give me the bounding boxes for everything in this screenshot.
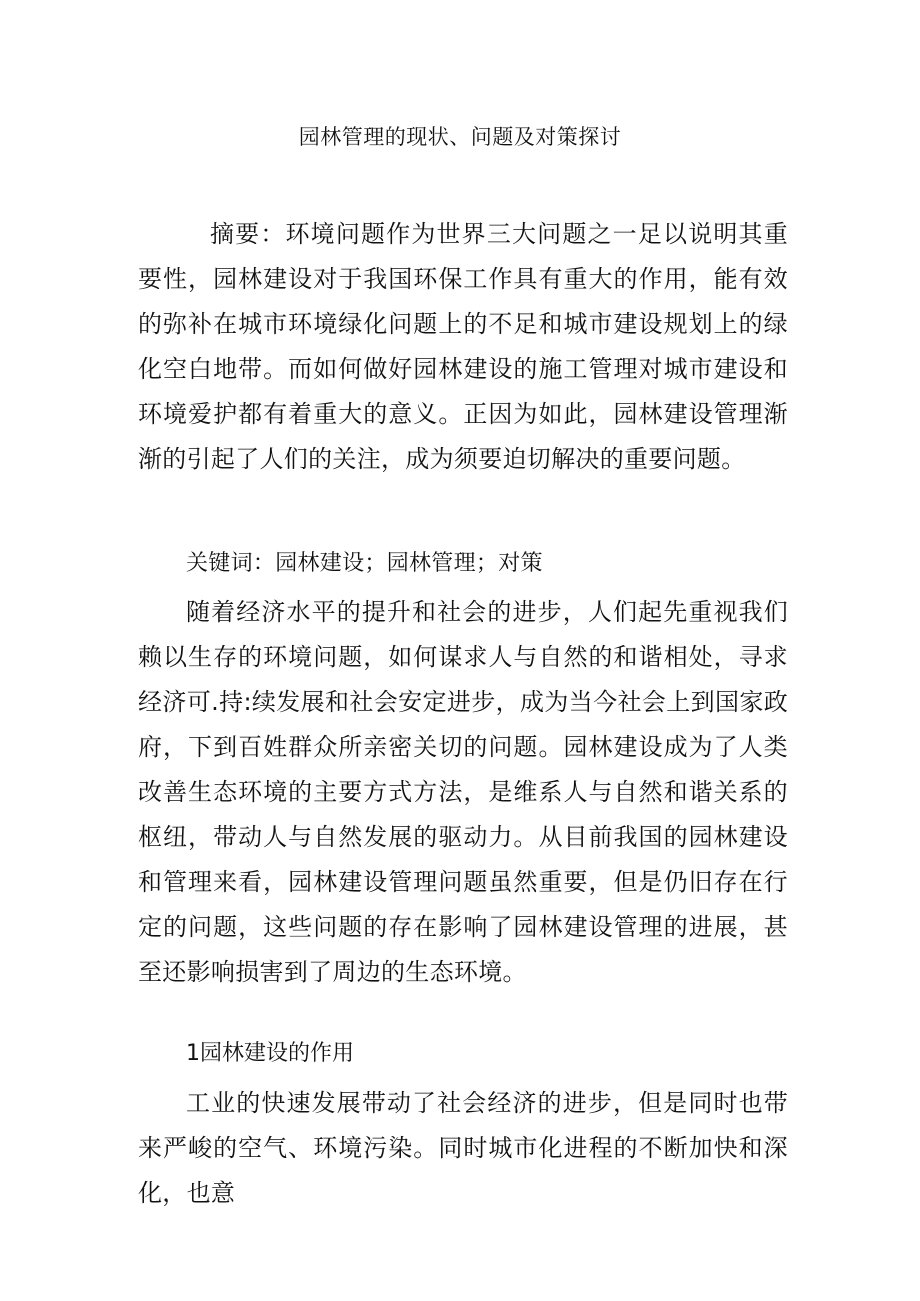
keywords-line: 关键词：园林建设；园林管理；对策	[186, 551, 543, 576]
abstract-paragraph: 摘要：环境问题作为世界三大问题之一足以说明其重要性，园林建设对于我国环保工作具有重大的作用，能有效的弥补在城市环境绿化问题上的不足和城市建设规划上的绿化空白地带。而如何做好园林建设的施工管理对城市建设和环境爱护都有着重大的意义。正因为如此，园林建设管理渐渐的引起了人们的关注，成为须要迫切解决的重要问题。	[138, 220, 788, 473]
body-paragraph-2: 工业的快速发展带动了社会经济的进步，但是同时也带来严峻的空气、环境污染。同时城市化进程的不断加快和深化，也意	[138, 1089, 788, 1207]
section-heading-1: 1园林建设的作用	[186, 1041, 354, 1066]
document-title: 园林管理的现状、问题及对策探讨	[298, 125, 622, 149]
body-paragraph-1: 随着经济水平的提升和社会的进步，人们起先重视我们赖以生存的环境问题，如何谋求人与自然的和谐相处，寻求经济可.持:续发展和社会安定进步，成为当今社会上到国家政府，下到百姓群众所亲密关切的问题。园林建设成为了人类改善生态环境的主要方式方法，是维系人与自然和谐关系的枢纽，带动人与自然发展的驱动力。从目前我国的园林建设和管理来看，园林建设管理问题虽然重要，但是仍旧存在行定的问题，这些问题的存在影响了园林建设管理的进展，甚至还影响损害到了周边的生态环境。	[138, 598, 788, 986]
